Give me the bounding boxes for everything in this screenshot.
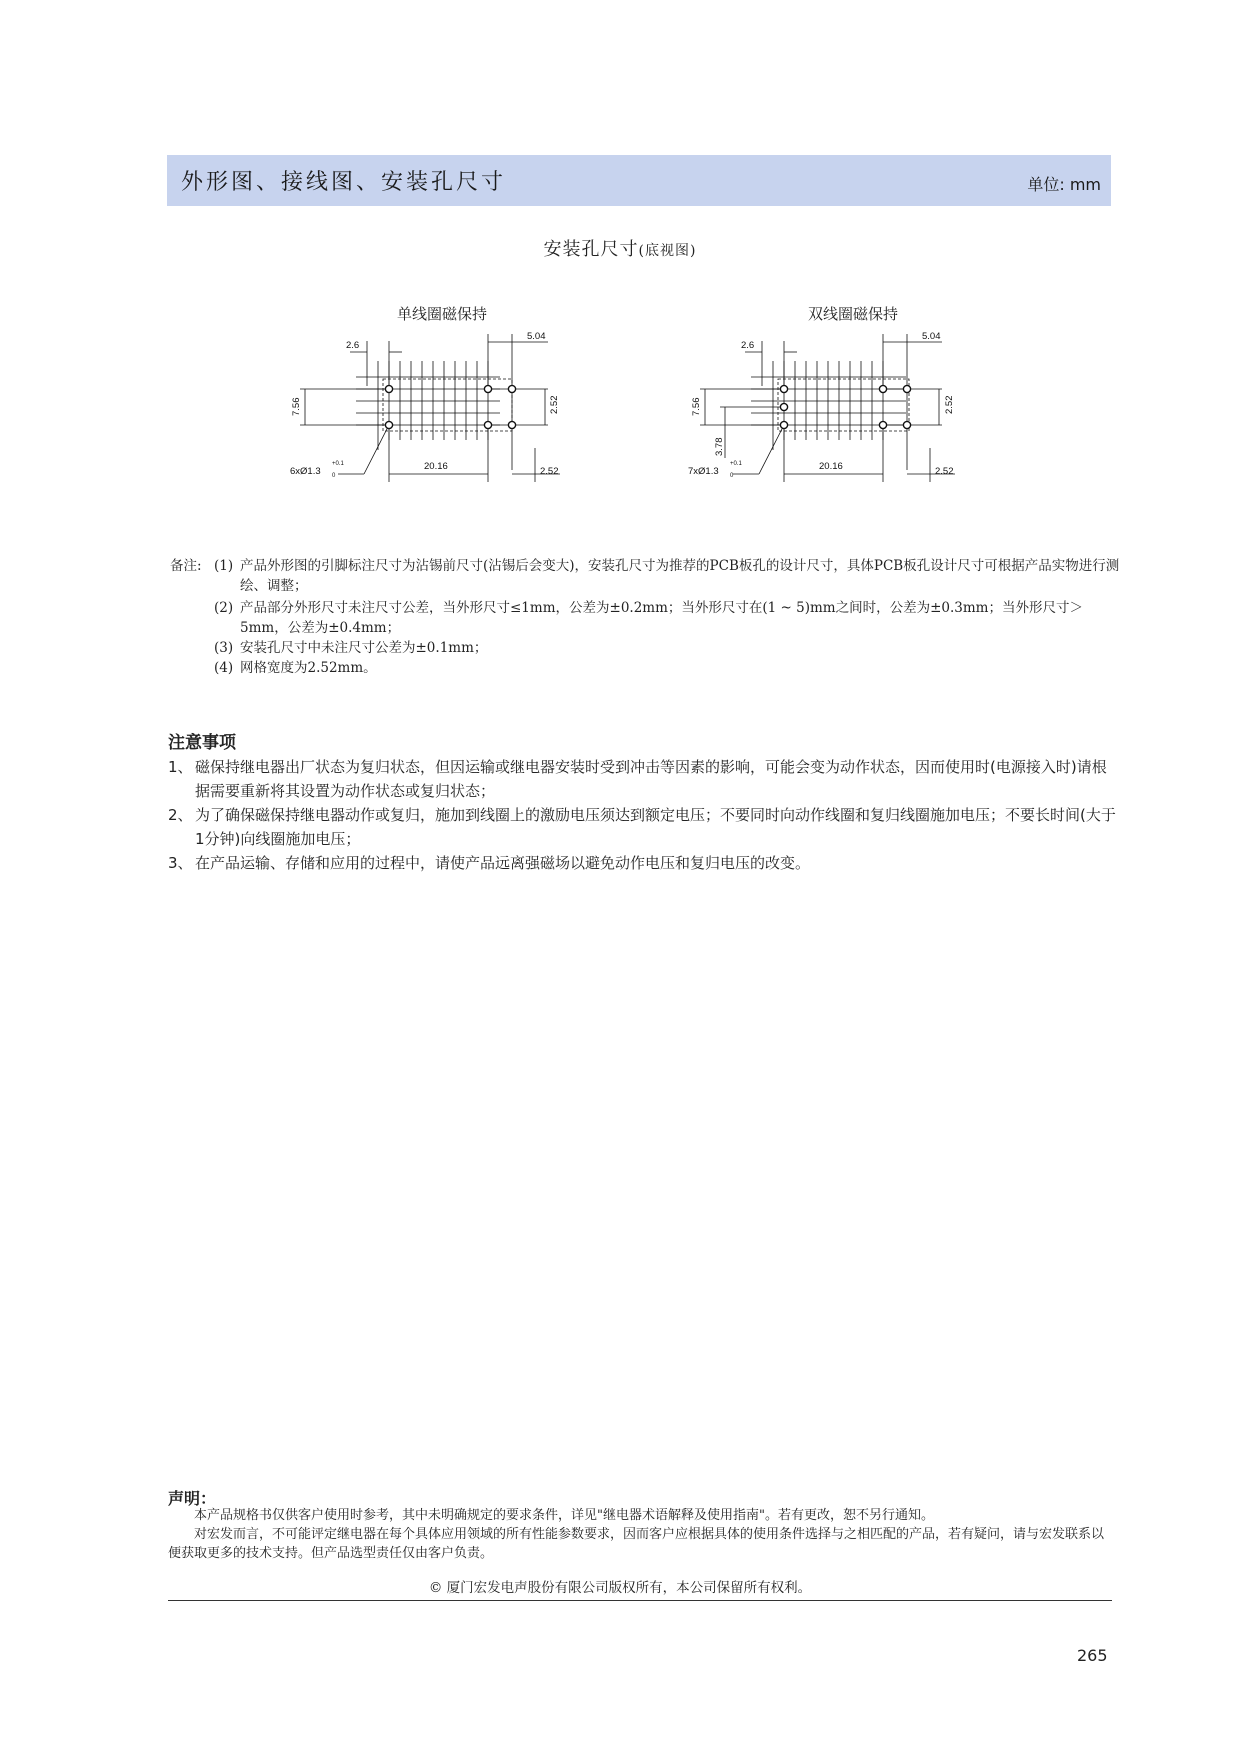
tolerance-upper: +0.1: [730, 461, 742, 467]
caution-text: 在产品运输、存储和应用的过程中，请使产品远离强磁场以避免动作电压和复归电压的改变。: [195, 854, 811, 872]
caution-number: 1、: [168, 758, 193, 776]
hole-spec: 6xØ1.3: [290, 466, 321, 477]
copyright-notice: © 厦门宏发电声股份有限公司版权所有，本公司保留所有权利。: [428, 1580, 812, 1596]
caution-number: 3、: [168, 854, 193, 872]
page-number: 265: [1077, 1646, 1108, 1665]
remark-item: [170, 638, 1120, 658]
caution-text: 为了确保磁保持继电器动作或复归，施加到线圈上的激励电压须达到额定电压；不要同时向动作线圈和复归线圈施加电压；不要长时间(大于1分钟)向线圈施加电压；: [195, 806, 1116, 848]
remark-number: (2): [214, 600, 234, 616]
remark-text: 产品部分外形尺寸未注尺寸公差，当外形尺寸≤1mm，公差为±0.2mm；当外形尺寸在(1 ~ 5)mm之间时，公差为±0.3mm；当外形尺寸＞5mm，公差为±0.4mm；: [240, 600, 1083, 636]
double-coil-hole-diagram: [680, 325, 980, 490]
tolerance-upper: +0.1: [332, 461, 344, 467]
double-coil-label: 双线圈磁保持: [808, 305, 899, 323]
caution-number: 2、: [168, 806, 193, 824]
section-header-bar: [167, 155, 1111, 206]
cautions-title: 注意事项: [168, 733, 236, 753]
dim-2-52-horizontal: 2.52: [540, 466, 559, 477]
dim-2-6: 2.6: [346, 340, 360, 351]
tolerance-lower: 0: [730, 473, 734, 479]
dim-2-52-horizontal: 2.52: [935, 466, 954, 477]
hole-markers: [780, 385, 910, 428]
remarks-heading: 备注:: [170, 558, 202, 574]
unit-label: 单位: mm: [1027, 175, 1101, 194]
tolerance-lower: 0: [332, 473, 336, 479]
declaration-title: 声明：: [168, 1489, 217, 1508]
footer-divider: [168, 1600, 1112, 1601]
caution-item: [168, 851, 1118, 875]
dim-20-16: 20.16: [424, 461, 448, 472]
relay-outline: [383, 379, 512, 431]
remark-item: [170, 598, 1120, 638]
dim-2-52-vertical: 2.52: [944, 395, 955, 414]
caution-item: [168, 803, 1118, 851]
declaration-body: [168, 1506, 1114, 1563]
hole-spec: 7xØ1.3: [688, 466, 719, 477]
dim-2-52-vertical: 2.52: [549, 395, 560, 414]
remark-number: (3): [214, 640, 234, 656]
mounting-hole-title-sub: (底视图): [638, 243, 697, 259]
remark-item: [170, 658, 1120, 678]
caution-text: 磁保持继电器出厂状态为复归状态，但因运输或继电器安装时受到冲击等因素的影响，可能会变为动作状态，因而使用时(电源接入时)请根据需要重新将其设置为动作状态或复归状态；: [195, 758, 1107, 800]
grid-lines: [356, 361, 500, 450]
relay-outline: [778, 379, 909, 431]
single-coil-hole-diagram: [280, 325, 580, 490]
remark-text: 产品外形图的引脚标注尺寸为沾锡前尺寸(沾锡后会变大)，安装孔尺寸为推荐的PCB板孔的设计尺寸，具体PCB板孔设计尺寸可根据产品实物进行测绘、调整；: [240, 558, 1120, 594]
mounting-hole-title-main: 安装孔尺寸: [543, 239, 639, 260]
dim-5-04: 5.04: [527, 331, 546, 342]
section-header-title: 外形图、接线图、安装孔尺寸: [181, 170, 507, 195]
caution-item: [168, 755, 1118, 803]
dim-3-78: 3.78: [714, 437, 725, 456]
remark-number: (4): [214, 660, 234, 676]
hole-markers: [385, 385, 515, 428]
remark-text: 网格宽度为2.52mm。: [240, 660, 377, 676]
dim-2-6: 2.6: [741, 340, 755, 351]
declaration-paragraph: 本产品规格书仅供客户使用时参考，其中未明确规定的要求条件，详见"继电器术语解释及使用指南"。若有更改，恕不另行通知。: [194, 1508, 934, 1523]
remark-number: (1): [214, 558, 234, 574]
remarks-block: [170, 556, 1120, 678]
dim-7-56: 7.56: [691, 397, 702, 416]
remark-item: [170, 556, 1120, 596]
declaration-paragraph: 对宏发而言，不可能评定继电器在每个具体应用领域的所有性能参数要求，因而客户应根据具体的使用条件选择与之相匹配的产品，若有疑问，请与宏发联系以便获取更多的技术支持。但产品选型责任仅由客户负责。: [168, 1527, 1105, 1561]
remark-text: 安装孔尺寸中未注尺寸公差为±0.1mm；: [240, 640, 488, 656]
cautions-list: [168, 755, 1118, 875]
dim-5-04: 5.04: [922, 331, 941, 342]
mounting-hole-title: [0, 235, 1240, 261]
dim-7-56: 7.56: [291, 397, 302, 416]
single-coil-label: 单线圈磁保持: [397, 305, 488, 323]
dim-20-16: 20.16: [819, 461, 843, 472]
